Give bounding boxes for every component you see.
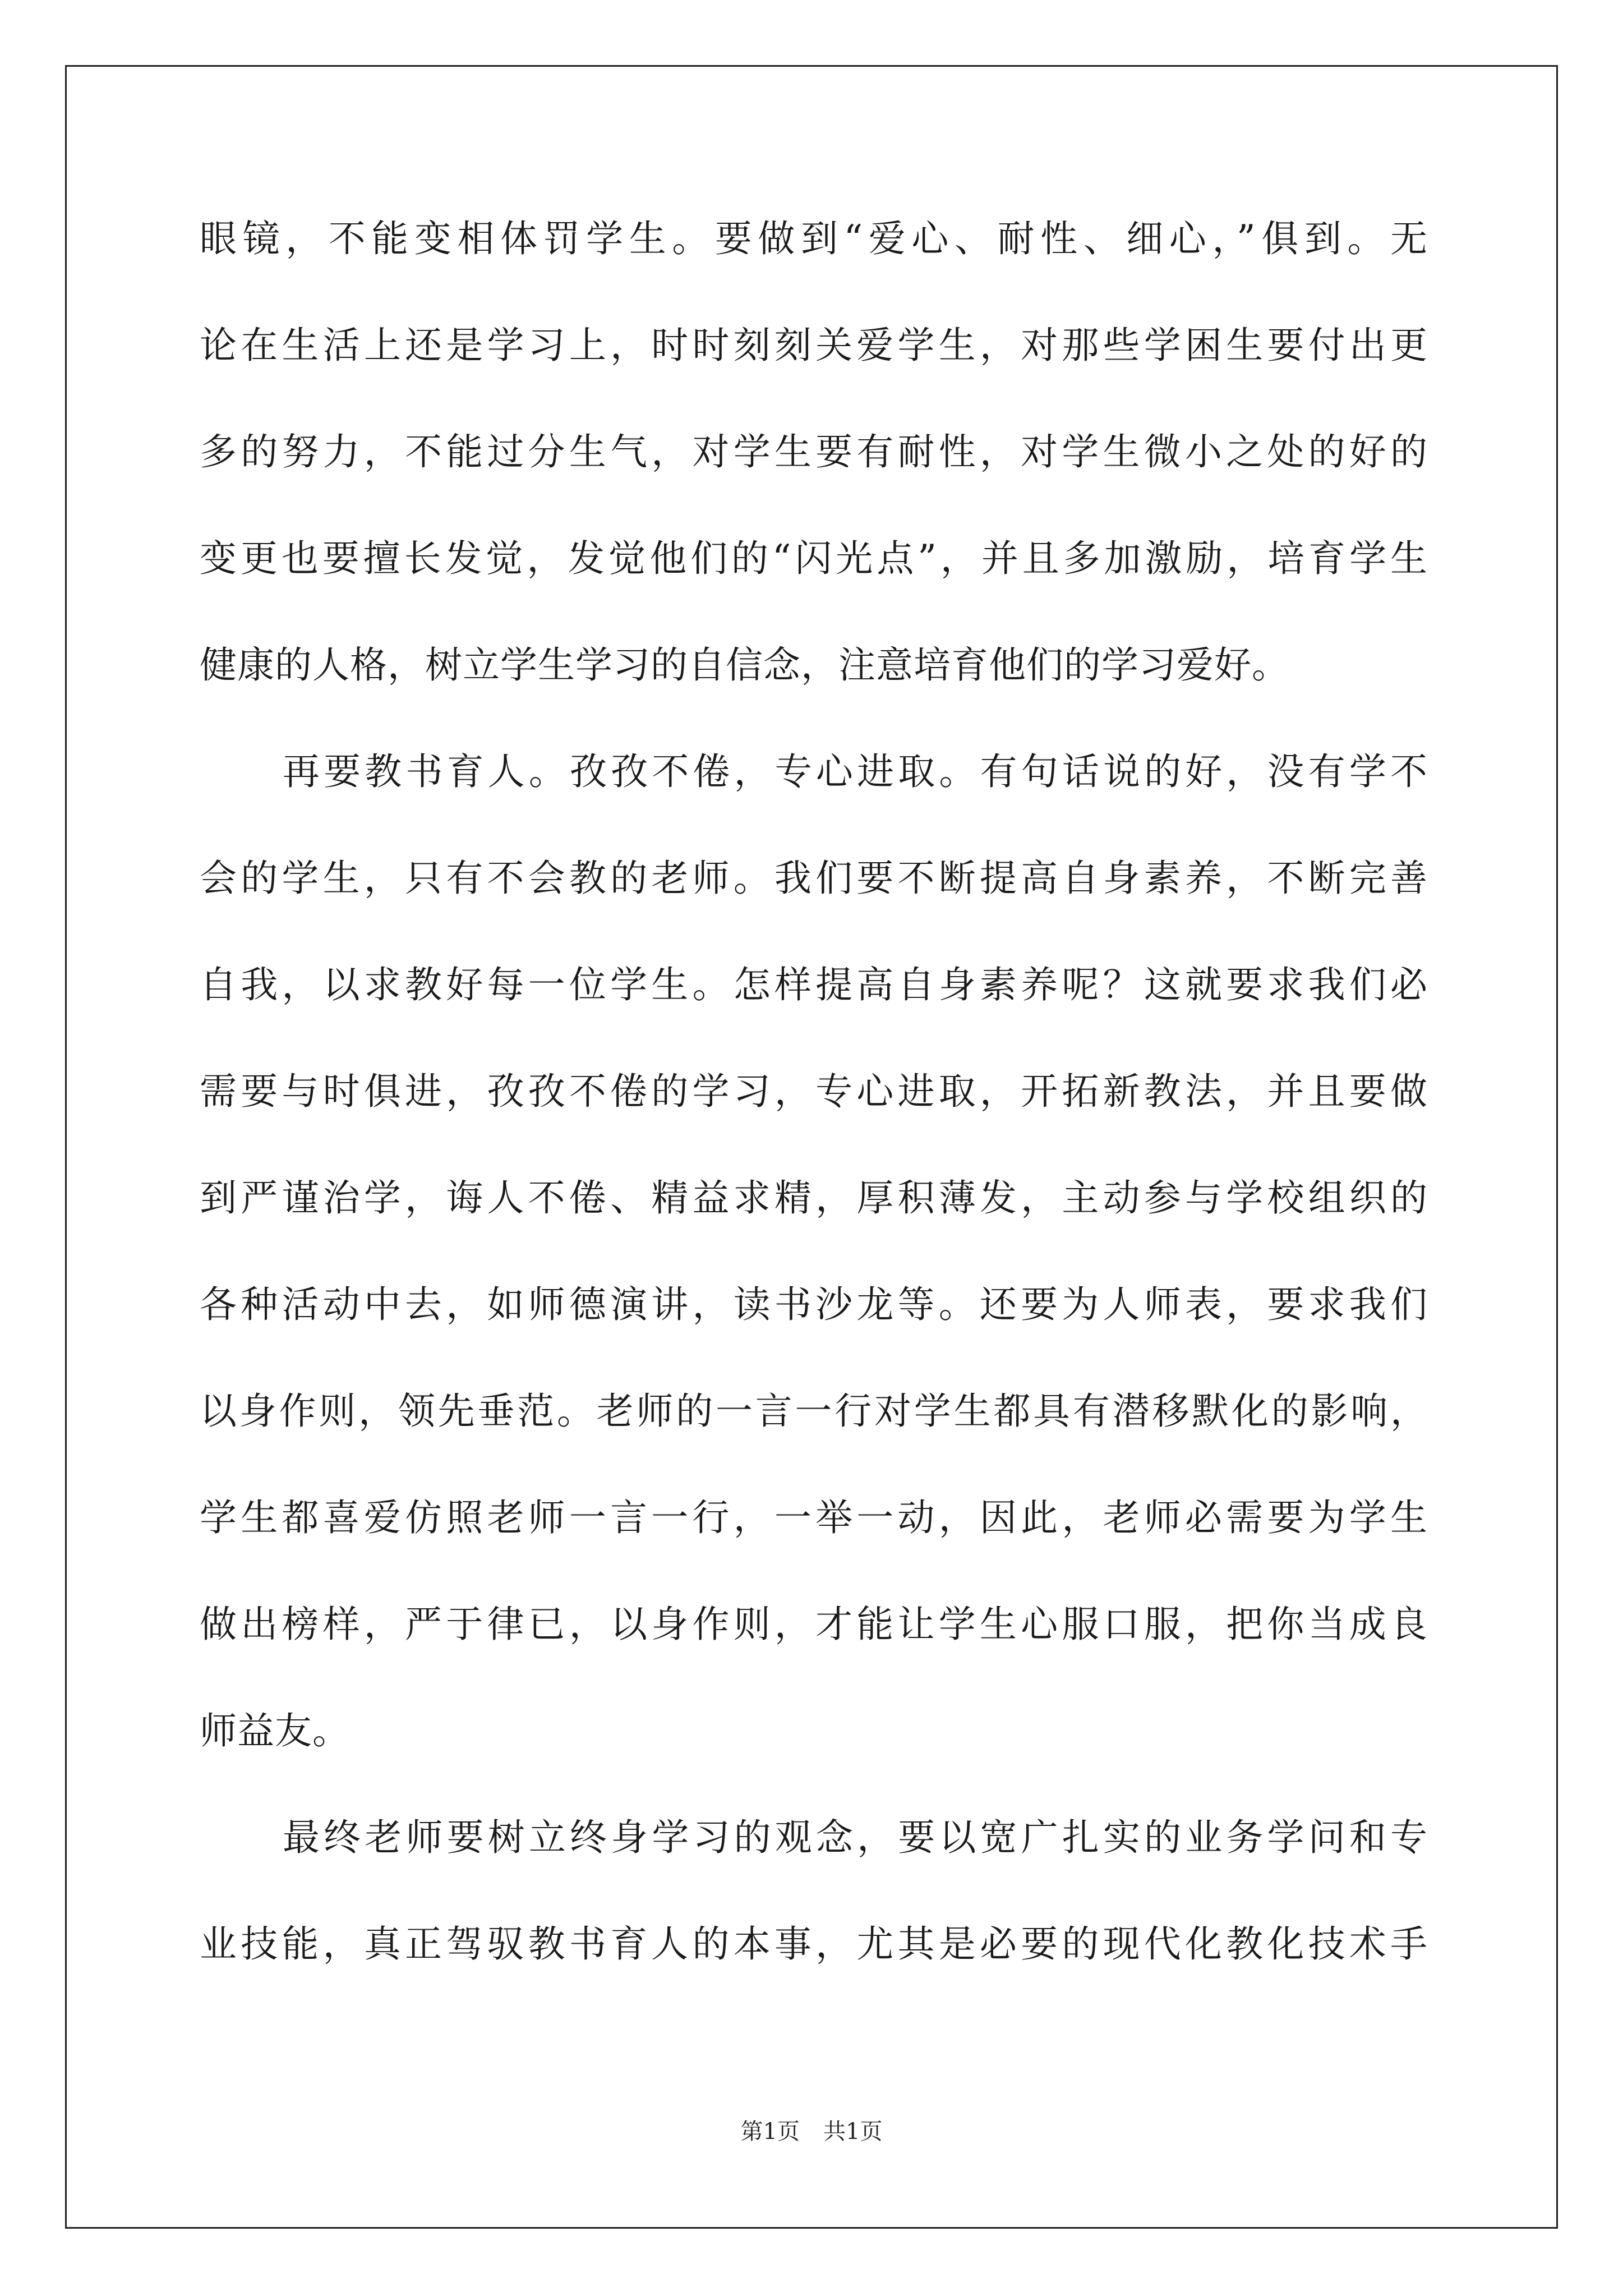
paragraph-line: 业技能，真正驾驭教书育人的本事，尤其是必要的现代化教化技术手	[200, 1922, 1428, 1966]
document-body	[200, 212, 1428, 2024]
paragraph-line: 眼镜，不能变相体罚学生。要做到“爱心、耐性、细心，”俱到。无	[200, 217, 1428, 260]
paragraph-line: 多的努力，不能过分生气，对学生要有耐性，对学生微小之处的好的	[200, 430, 1428, 473]
paragraph-line: 自我，以求教好每一位学生。怎样提高自身素养呢？这就要求我们必	[200, 963, 1428, 1006]
page-footer	[0, 2115, 1623, 2148]
paragraph-line: 到严谨治学，诲人不倦、精益求精，厚积薄发，主动参与学校组织的	[200, 1176, 1428, 1220]
paragraph-line: 做出榜样，严于律已，以身作则，才能让学生心服口服，把你当成良	[200, 1603, 1428, 1646]
paragraph-line: 各种活动中去，如师德演讲，读书沙龙等。还要为人师表，要求我们	[200, 1283, 1428, 1326]
page-total: 共1页	[823, 2119, 883, 2145]
paragraph-line: 师益友。	[200, 1709, 350, 1752]
paragraph-line: 变更也要擅长发觉，发觉他们的“闪光点”，并且多加激励，培育学生	[200, 537, 1428, 580]
paragraph-line: 最终老师要树立终身学习的观念，要以宽广扎实的业务学问和专	[283, 1816, 1428, 1859]
paragraph-line: 论在生活上还是学习上，时时刻刻关爱学生，对那些学困生要付出更	[200, 324, 1428, 367]
paragraph-line: 会的学生，只有不会教的老师。我们要不断提高自身素养，不断完善	[200, 857, 1428, 900]
paragraph-line: 再要教书育人。孜孜不倦，专心进取。有句话说的好，没有学不	[283, 750, 1428, 793]
page-number: 第1页	[740, 2119, 800, 2145]
paragraph-line: 健康的人格，树立学生学习的自信念，注意培育他们的学习爱好。	[200, 643, 1289, 687]
paragraph-line: 以身作则，领先垂范。老师的一言一行对学生都具有潜移默化的影响，	[200, 1389, 1428, 1433]
paragraph-line: 需要与时俱进，孜孜不倦的学习，专心进取，开拓新教法，并且要做	[200, 1070, 1428, 1113]
paragraph-line: 学生都喜爱仿照老师一言一行，一举一动，因此，老师必需要为学生	[200, 1496, 1428, 1539]
